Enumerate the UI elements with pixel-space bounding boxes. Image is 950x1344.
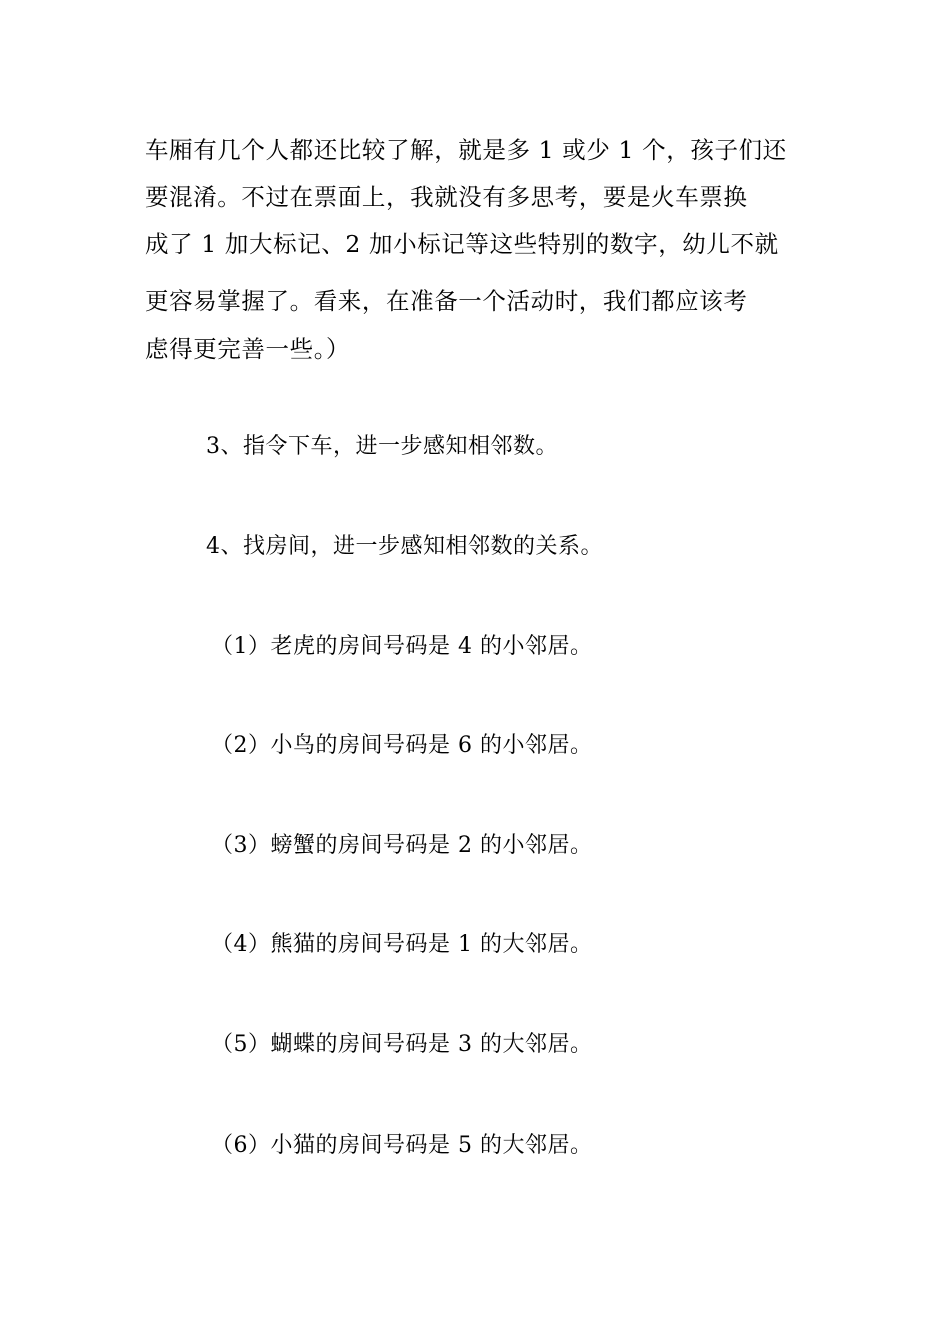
paragraph-line: 要混淆。不过在票面上，我就没有多思考，要是火车票换 (145, 183, 748, 211)
paragraph-line: 更容易掌握了。看来，在准备一个活动时，我们都应该考 (145, 287, 748, 315)
sub-item-5: （5）蝴蝶的房间号码是 3 的大邻居。 (211, 1032, 593, 1057)
sub-item-4: （4）熊猫的房间号码是 1 的大邻居。 (211, 932, 593, 957)
step-4: 4、找房间，进一步感知相邻数的关系。 (206, 534, 603, 559)
sub-item-3: （3）螃蟹的房间号码是 2 的小邻居。 (211, 833, 593, 858)
paragraph-line: 成了 1 加大标记、2 加小标记等这些特别的数字，幼儿不就 (145, 230, 779, 258)
paragraph-line: 虑得更完善一些。） (145, 335, 351, 363)
sub-item-1: （1）老虎的房间号码是 4 的小邻居。 (211, 634, 593, 659)
sub-item-2: （2）小鸟的房间号码是 6 的小邻居。 (211, 733, 593, 758)
sub-item-6: （6）小猫的房间号码是 5 的大邻居。 (211, 1133, 593, 1158)
paragraph-line: 车厢有几个人都还比较了解，就是多 1 或少 1 个，孩子们还 (145, 136, 787, 164)
step-3: 3、指令下车，进一步感知相邻数。 (206, 434, 558, 459)
